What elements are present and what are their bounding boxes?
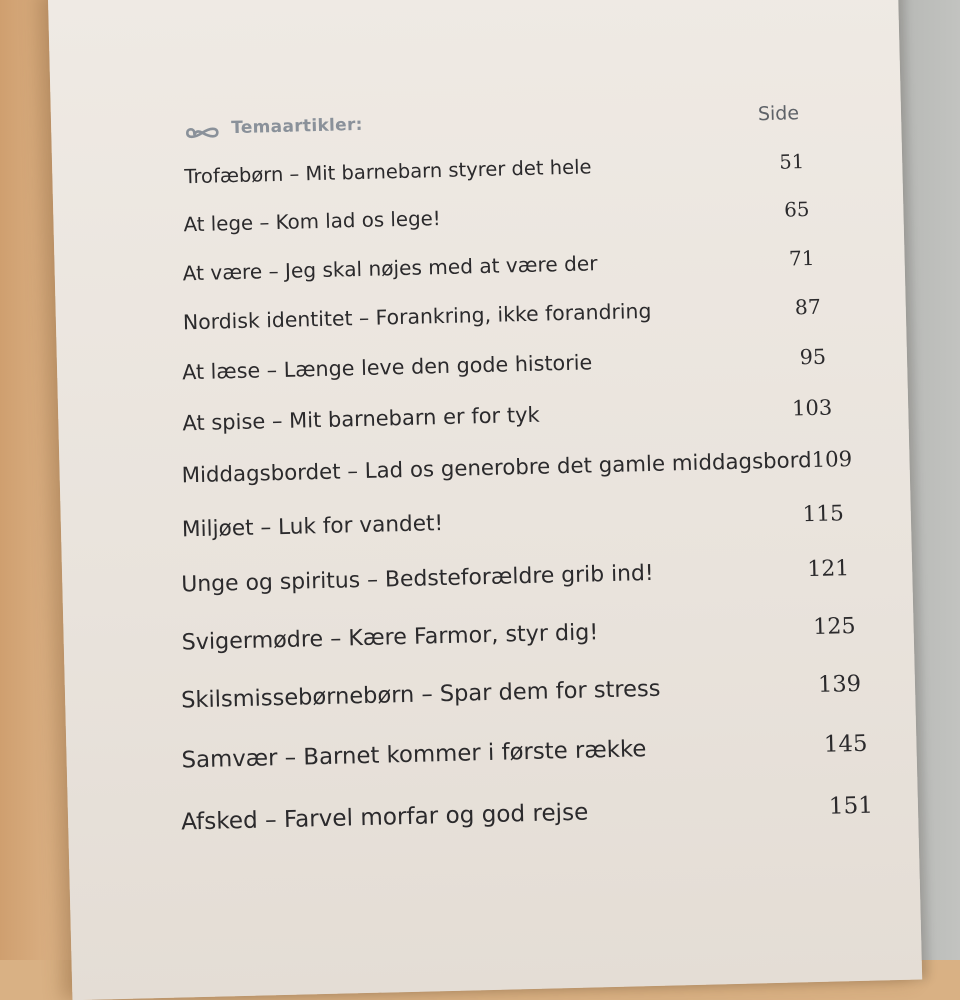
toc-entry — [182, 395, 833, 447]
entry-page-number: 115 — [802, 501, 845, 528]
entry-page-number: 109 — [811, 447, 853, 474]
entry-page-number: 51 — [779, 150, 805, 174]
entry-title: Samvær – Barnet kommer i første række — [181, 736, 647, 774]
entry-page-number: 145 — [823, 730, 868, 758]
entry-page-number: 65 — [783, 197, 810, 222]
entry-title: At læse – Længe leve den gode historie — [181, 350, 593, 385]
entry-title: At spise – Mit barnebarn er for tyk — [182, 402, 540, 436]
toc-entry — [182, 246, 815, 297]
toc-entry — [181, 671, 862, 724]
toc-entry — [181, 793, 874, 846]
entry-page-number: 125 — [812, 612, 856, 641]
entry-page-number: 95 — [799, 344, 827, 370]
section-title: Temaartikler: — [230, 114, 364, 139]
toc-entry — [181, 613, 856, 665]
toc-entry — [182, 345, 827, 397]
entry-title: At lege – Kom lad os lege! — [183, 207, 441, 237]
entry-title: Nordisk identitet – Forankring, ikke forandring — [182, 298, 652, 335]
toc-entry — [183, 198, 810, 249]
toc-entry — [181, 447, 853, 499]
toc-entry — [181, 731, 868, 784]
toc-entry — [182, 501, 845, 553]
entry-title: Unge og spiritus – Bedsteforældre grib ind! — [181, 560, 654, 598]
entry-title: Svigermødre – Kære Farmor, styr dig! — [181, 619, 599, 656]
entry-page-number: 139 — [817, 670, 862, 698]
page-column-label: Side — [757, 102, 800, 126]
toc-entry — [184, 150, 805, 201]
entry-title: Afsked – Farvel morfar og god rejse — [180, 799, 589, 836]
toc-entry — [183, 295, 822, 347]
entry-title: Skilsmissebørnebørn – Spar dem for stress — [180, 675, 661, 714]
entry-page-number: 87 — [794, 294, 822, 320]
entry-title: Middagsbordet – Lad os generobre det gamle middagsbord — [181, 448, 812, 489]
entry-page-number: 151 — [828, 792, 874, 820]
entry-page-number: 71 — [788, 245, 815, 271]
entry-title: At være – Jeg skal nøjes med at være der — [182, 251, 598, 286]
entry-page-number: 121 — [807, 556, 850, 583]
book-page — [48, 0, 922, 1000]
entry-title: Miljøet – Luk for vandet! — [181, 511, 444, 543]
toc-entry — [181, 556, 850, 608]
entry-title: Trofæbørn – Mit barnebarn styrer det hele — [184, 155, 592, 189]
entry-page-number: 103 — [791, 395, 833, 421]
table-of-contents — [48, 0, 922, 1000]
